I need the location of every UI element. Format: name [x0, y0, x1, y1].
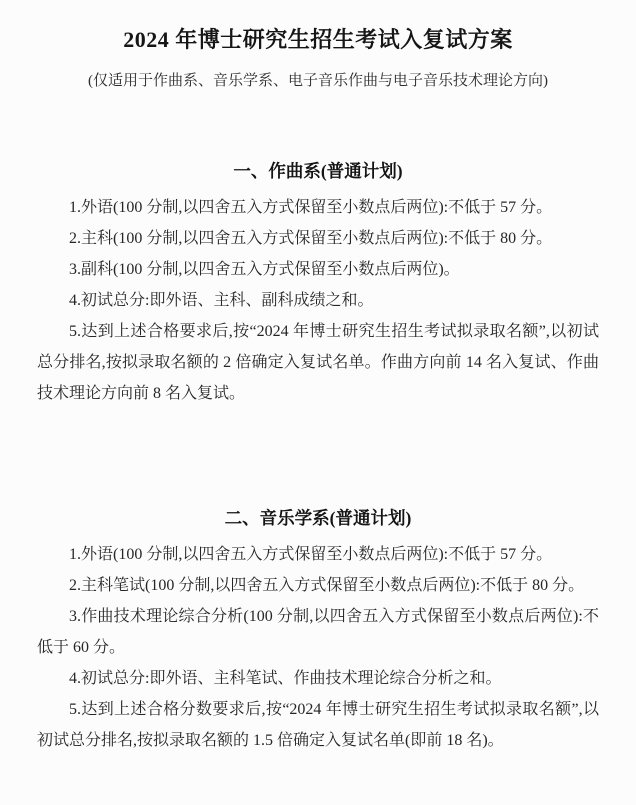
- section-composition-dept: [37, 158, 599, 409]
- rule-item-admission-quota: 5.达到上述合格要求后,按“2024 年博士研究生招生考试拟录取名额”,以初试总分排名,按拟录取名额的 2 倍确定入复试名单。作曲方向前 14 名入复试、作曲技术理论方向前 8 名入复试。: [37, 323, 599, 402]
- document-title: 2024 年博士研究生招生考试入复试方案: [123, 27, 513, 52]
- section-heading-musicology-dept: 二、音乐学系(普通计划): [224, 508, 412, 528]
- rule-item-foreign-language: 1.外语(100 分制,以四舍五入方式保留至小数点后两位):不低于 57 分。: [69, 199, 553, 216]
- rule-item-major-subject: 2.主科(100 分制,以四舍五入方式保留至小数点后两位):不低于 80 分。: [69, 230, 553, 247]
- rule-item-admission-quota: 5.达到上述合格分数要求后,按“2024 年博士研究生招生考试拟录取名额”,以初试总分排名,按拟录取名额的 1.5 倍确定入复试名单(即前 18 名)。: [37, 701, 599, 749]
- rule-item-composition-theory-analysis: 3.作曲技术理论综合分析(100 分制,以四舍五入方式保留至小数点后两位):不低于 60 分。: [37, 608, 599, 656]
- rule-item-preliminary-total: 4.初试总分:即外语、主科笔试、作曲技术理论综合分析之和。: [69, 670, 502, 687]
- rule-item-major-written-exam: 2.主科笔试(100 分制,以四舍五入方式保留至小数点后两位):不低于 80 分。: [69, 577, 585, 594]
- section-heading-composition-dept: 一、作曲系(普通计划): [233, 161, 403, 181]
- section-musicology-dept: [37, 505, 599, 756]
- rule-item-foreign-language: 1.外语(100 分制,以四舍五入方式保留至小数点后两位):不低于 57 分。: [69, 546, 553, 563]
- rule-item-preliminary-total: 4.初试总分:即外语、主科、副科成绩之和。: [69, 292, 374, 309]
- document-subtitle: (仅适用于作曲系、音乐学系、电子音乐作曲与电子音乐技术理论方向): [88, 73, 548, 89]
- rule-item-minor-subject: 3.副科(100 分制,以四舍五入方式保留至小数点后两位)。: [69, 261, 460, 278]
